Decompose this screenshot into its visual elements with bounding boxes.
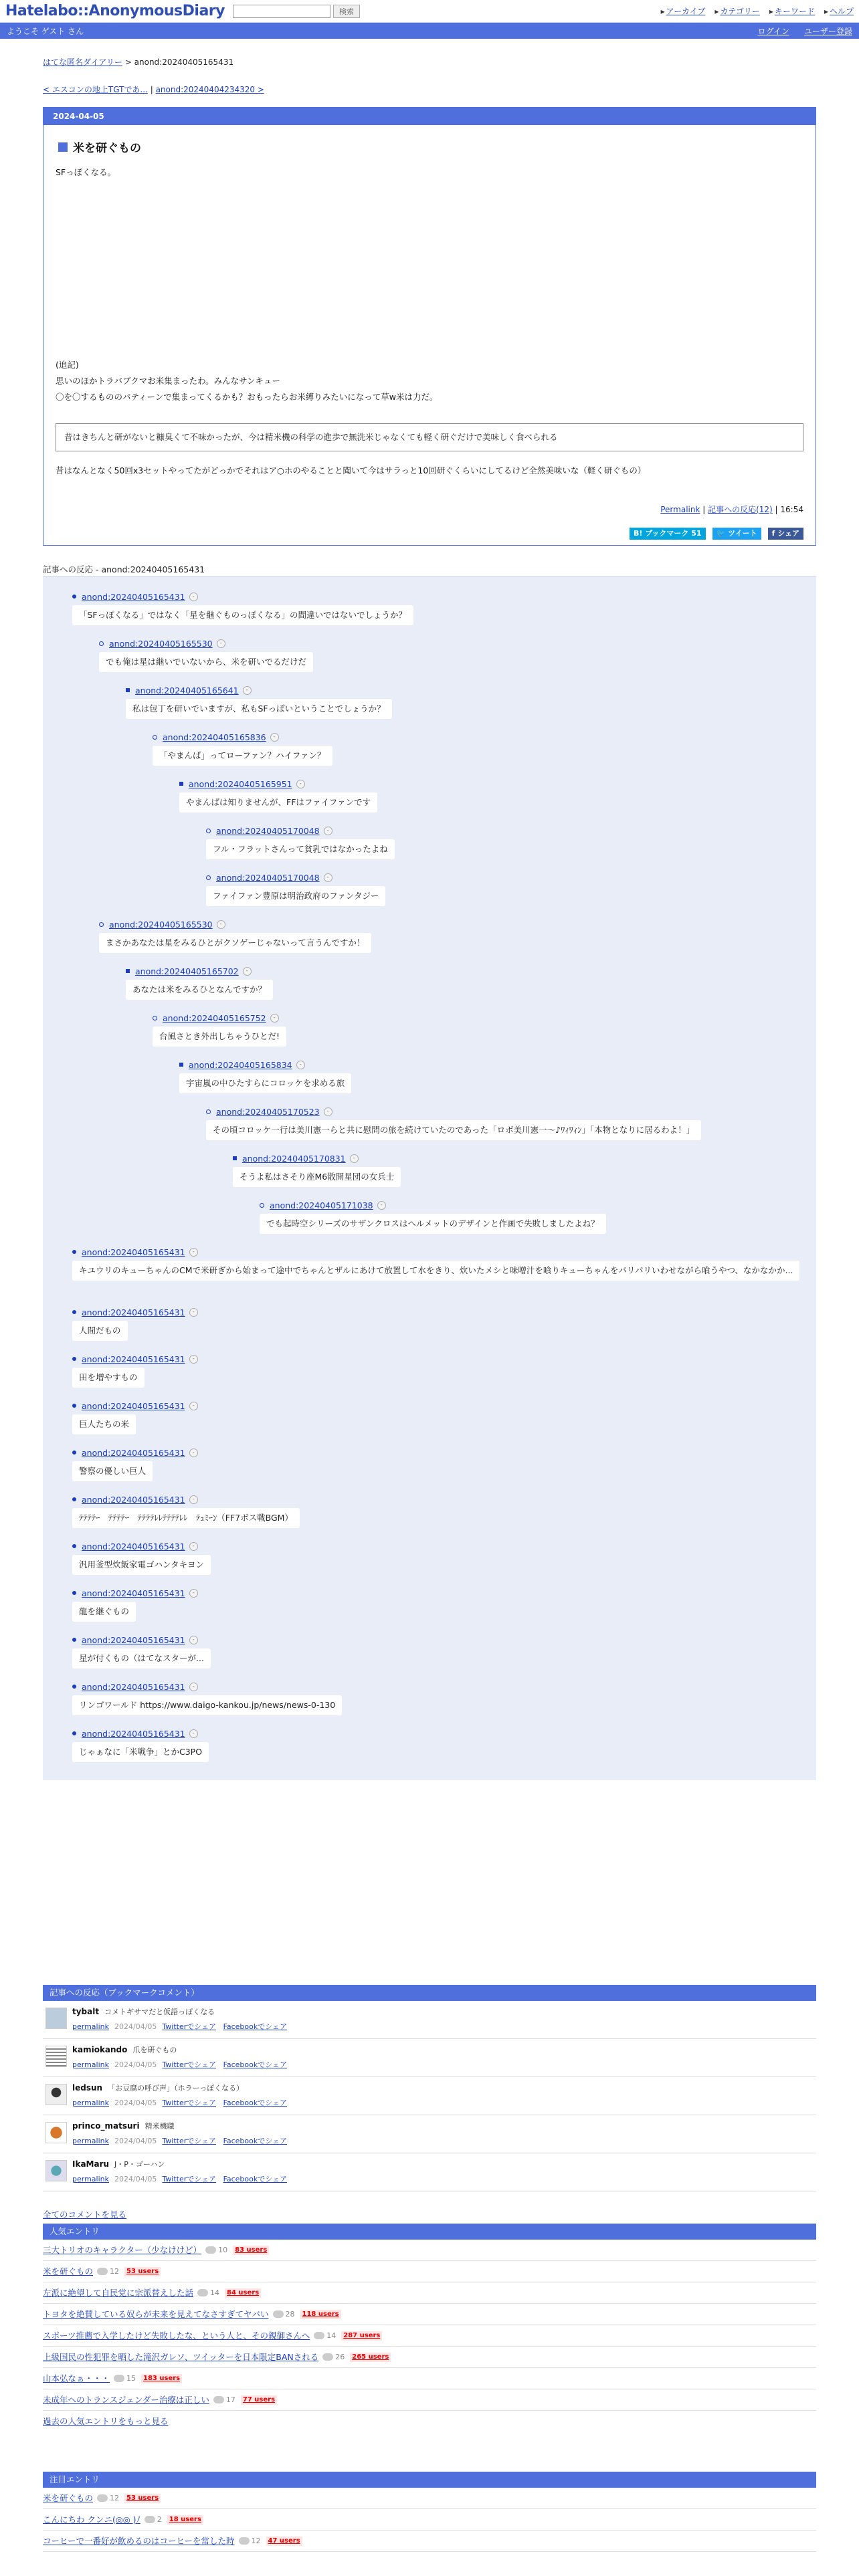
bookmark-permalink[interactable]: permalink — [72, 2022, 109, 2031]
featured-item — [43, 2531, 816, 2552]
node-text: 田を増やすもの — [72, 1368, 145, 1388]
entry-box — [43, 107, 816, 546]
popular-item — [43, 2389, 816, 2411]
entry-body-2: 昔はなんとなく50回x3セットやってたがどっかでそれはア○ホのやることと聞いて今はサラっと10回研ぐくらいにしてるけど全然美味いな（軽く研ぐもの） — [56, 465, 646, 475]
permalink[interactable]: Permalink — [660, 505, 700, 514]
bullet-icon — [72, 1357, 76, 1361]
avatar[interactable] — [45, 2084, 67, 2105]
twitter-share-button[interactable] — [712, 528, 761, 540]
node-text: 星が付くもの（はてなスターが... — [72, 1648, 211, 1669]
bullet-icon — [99, 641, 104, 646]
node-text: まさかあなたは星をみるひとがクソゲーじゃないって言うんですか！ — [99, 933, 371, 953]
tree-node — [43, 1681, 816, 1715]
breadcrumb-sep: > — [124, 58, 132, 67]
toggle-icon[interactable]: - — [189, 1248, 198, 1257]
entry-title-text[interactable]: 米を研ぐもの — [73, 142, 141, 155]
bookmark-twitter-link[interactable]: Twitterでシェア — [162, 2099, 217, 2107]
twitter-bird-icon: 🐦 — [716, 529, 726, 538]
entry-footer: Permalink | 記事への反応(12) | 16:54 — [660, 505, 803, 514]
tree-node — [43, 825, 816, 859]
comment-count: 14 — [210, 2288, 220, 2297]
tree-node — [43, 918, 816, 953]
featured-heading: 注目エントリ — [43, 2472, 816, 2488]
toggle-icon[interactable]: - — [189, 1636, 198, 1644]
node-text: 汎用釜型炊飯家電ゴハンタキヨン — [72, 1555, 211, 1575]
toggle-icon[interactable]: - — [217, 639, 225, 648]
tree-node — [43, 1152, 816, 1187]
entry-link[interactable]: コーヒーで一番好が飲めるのはコーヒーを常した時 — [43, 2535, 235, 2546]
toggle-icon[interactable]: - — [189, 593, 198, 601]
tree-node — [43, 1306, 816, 1341]
toggle-icon[interactable]: - — [189, 1495, 198, 1504]
popular-heading: 人気エントリ — [43, 2224, 816, 2240]
reactions-link[interactable]: 記事への反応(12) — [708, 505, 773, 514]
comment-bubble-icon — [97, 2494, 108, 2502]
node-link[interactable]: anond:20240405165431 — [82, 1307, 185, 1317]
avatar[interactable] — [45, 2046, 67, 2067]
bookmark-twitter-link[interactable]: Twitterでシェア — [162, 2137, 217, 2145]
bullet-icon — [233, 1156, 237, 1160]
comment-count: 12 — [110, 2493, 120, 2502]
featured-item — [43, 2509, 816, 2531]
bookmark-facebook-link[interactable]: Facebookでシェア — [223, 2022, 288, 2031]
prev-entry-link[interactable]: < エスコンの地上TGTであ... — [43, 85, 148, 94]
popular-more-link[interactable]: 過去の人気エントリをもっと見る — [43, 2416, 169, 2426]
popular-item — [43, 2304, 816, 2325]
bookmark-comment: 「お豆腐の呼び声」（ホラーっぽくなる） — [108, 2084, 244, 2092]
prev-next-nav — [43, 84, 816, 95]
nav-help[interactable]: ▸ ヘルプ — [824, 5, 854, 17]
tree-node — [43, 684, 816, 719]
node-text: 「SFっぽくなる」ではなく「星を継ぐものっぽくなる」の間違いではないでしょうか？ — [72, 605, 413, 625]
bullet-icon — [72, 1404, 76, 1408]
bookmark-user[interactable]: IkaMaru — [72, 2159, 110, 2169]
node-link[interactable]: anond:20240405165431 — [82, 1541, 185, 1551]
toggle-icon[interactable]: - — [377, 1201, 386, 1210]
tree-node — [43, 1727, 816, 1762]
bullet-icon — [206, 1109, 211, 1114]
tree-node — [43, 1446, 816, 1481]
reactions-label: 記事への反応 - anond:20240405165431 — [43, 564, 205, 574]
nav-archive[interactable]: ▸ アーカイブ — [661, 5, 706, 17]
entry-link[interactable]: こんにちわ クンニ(◎◎ )ﾉ — [43, 2514, 140, 2525]
users-badge[interactable]: 53 users — [124, 2494, 161, 2503]
toggle-icon[interactable]: - — [324, 827, 332, 835]
node-link[interactable]: anond:20240405165834 — [189, 1059, 292, 1070]
bookmark-twitter-link[interactable]: Twitterでシェア — [162, 2022, 217, 2031]
share-buttons — [630, 528, 803, 540]
users-badge[interactable]: 77 users — [241, 2395, 277, 2405]
toggle-icon[interactable]: - — [189, 1355, 198, 1364]
bookmark-item — [43, 2115, 816, 2153]
bullet-icon — [72, 1685, 76, 1689]
entry-time: 16:54 — [780, 505, 803, 514]
user-bar — [0, 23, 859, 39]
entry-link[interactable]: 上級国民の性犯罪を晒した滝沢ガレソ、ツイッターを日本限定BANされる — [43, 2351, 319, 2362]
bullet-icon — [72, 1250, 76, 1254]
toggle-icon[interactable]: - — [270, 733, 279, 742]
facebook-share-label: シェア — [777, 529, 799, 538]
tree-node — [43, 591, 816, 625]
comment-bubble-icon — [213, 2396, 224, 2403]
bookmark-permalink[interactable]: permalink — [72, 2175, 109, 2183]
toggle-icon[interactable]: - — [296, 780, 305, 788]
bookmark-date: 2024/04/05 — [114, 2137, 157, 2145]
bookmark-item — [43, 2153, 816, 2191]
bullet-icon — [72, 1638, 76, 1642]
avatar[interactable] — [45, 2122, 67, 2143]
node-link[interactable]: anond:20240405165641 — [135, 685, 239, 695]
node-link[interactable]: anond:20240405165530 — [109, 919, 213, 930]
bookmark-item — [43, 2039, 816, 2077]
node-text: その頃コロッケ一行は美川憲一らと共に慰問の旅を続けていたのであった「ロボ美川憲一〜♪ﾜｨﾜｨﾝ」「本物となりに居るわよ！」 — [206, 1120, 701, 1140]
tree-node — [43, 1105, 816, 1140]
bookmark-user[interactable]: princo_matsuri — [72, 2121, 140, 2131]
toggle-icon[interactable]: - — [189, 1589, 198, 1598]
node-link[interactable]: anond:20240405170048 — [216, 825, 320, 836]
node-text: 龍を継ぐもの — [72, 1602, 136, 1622]
top-nav — [661, 5, 854, 17]
search-input[interactable] — [233, 5, 330, 18]
node-link[interactable]: anond:20240405165836 — [163, 732, 266, 742]
bullet-icon — [126, 969, 130, 973]
comment-count: 10 — [218, 2245, 228, 2254]
twitter-share-label: ツイート — [728, 529, 757, 538]
node-text: 人間だもの — [72, 1321, 128, 1341]
entry-link[interactable]: 左派に絶望して自民党に宗派替えした話 — [43, 2287, 194, 2298]
tree-node — [43, 1540, 816, 1575]
node-text: あなたは米をみるひとなんですか？ — [126, 980, 273, 1000]
login-link[interactable]: ログイン — [757, 26, 789, 36]
title-square-icon — [58, 142, 68, 152]
bookmark-user[interactable]: kamiokando — [72, 2045, 128, 2054]
entry-link[interactable]: 米を研ぐもの — [43, 2266, 94, 2276]
toggle-icon[interactable]: - — [189, 1308, 198, 1317]
reaction-tree — [43, 576, 816, 1780]
nav-keyword[interactable]: ▸ キーワード — [769, 5, 815, 17]
users-badge[interactable]: 287 users — [341, 2331, 382, 2341]
node-text: フル・フラットさんって貧乳ではなかったよね — [206, 839, 395, 859]
comment-count: 14 — [326, 2331, 337, 2340]
entry-date: 2024-04-05 — [43, 108, 816, 125]
tree-node — [43, 637, 816, 672]
bullet-icon — [72, 1591, 76, 1595]
search-button[interactable]: 検索 — [333, 5, 360, 18]
node-link[interactable]: anond:20240405165431 — [82, 1447, 185, 1458]
comment-bubble-icon — [239, 2537, 250, 2545]
bookmark-twitter-link[interactable]: Twitterでシェア — [162, 2175, 217, 2183]
entry-link[interactable]: 山本弘なぁ・・・ — [43, 2373, 110, 2383]
toggle-icon[interactable]: - — [324, 873, 332, 882]
hatena-bookmark-button[interactable]: B! ブックマーク 51 — [630, 528, 706, 540]
entry-link[interactable]: トヨタを絶賛している奴らが未来を見えてなさすぎてヤバい — [43, 2309, 269, 2319]
next-entry-link[interactable]: anond:20240404234320 > — [155, 85, 264, 94]
comment-count: 2 — [157, 2514, 162, 2524]
comment-count: 15 — [126, 2373, 136, 2383]
node-link[interactable]: anond:20240405165431 — [82, 1354, 185, 1364]
node-text: 巨人たちの米 — [72, 1414, 136, 1434]
bookmark-user[interactable]: tybalt — [72, 2007, 100, 2016]
avatar[interactable] — [45, 2008, 67, 2029]
toggle-icon[interactable]: - — [350, 1154, 359, 1163]
bullet-icon — [179, 1063, 183, 1067]
bullet-icon — [72, 1731, 76, 1735]
breadcrumb-home[interactable]: はてな匿名ダイアリー — [43, 58, 122, 67]
tree-node — [43, 871, 816, 906]
entry-quote: 昔はきちんと研がないと糠臭くて不味かったが、今は精米機の科学の進歩で無洗米じゃなくても軽く研ぐだけで美味しく食べられる — [56, 423, 803, 451]
node-link[interactable]: anond:20240405165431 — [82, 1400, 185, 1411]
node-text: 台風さとき外出しちゃうひとだ! — [153, 1027, 286, 1047]
node-text: じゃぁなに「米戦争」とかC3PO — [72, 1742, 209, 1762]
comment-count: 28 — [285, 2309, 295, 2319]
tree-node — [43, 1493, 816, 1528]
node-text: でも起時空シリーズのサザンクロスはヘルメットのデザインと作画で失敗しましたよね？ — [260, 1214, 606, 1234]
node-text: 私は包丁を研いでいますが、私もSFっぽいということでしょうか？ — [126, 699, 392, 719]
popular-item — [43, 2261, 816, 2282]
bookmark-comments — [43, 1985, 816, 2191]
entry-link[interactable]: 未成年へのトランスジェンダー治療は正しい — [43, 2394, 209, 2405]
nav-category[interactable]: ▸ カテゴリー — [714, 5, 760, 17]
comment-bubble-icon — [273, 2311, 284, 2318]
top-bar — [0, 0, 859, 23]
welcome-text: ようこそ ゲスト さん — [7, 26, 84, 36]
toggle-icon[interactable]: - — [296, 1061, 305, 1069]
bullet-icon — [72, 1310, 76, 1314]
node-text: ﾃﾃﾃﾃｰ ﾃﾃﾃﾃｰ ﾃﾃﾃﾃﾚﾚﾃﾃﾃﾃﾚﾚ ﾃｭﾐｰﾝ（FF7ボス戦BGM） — [72, 1508, 300, 1528]
bookmark-item — [43, 2077, 816, 2115]
comment-bubble-icon — [145, 2516, 155, 2523]
node-link[interactable]: anond:20240405165702 — [135, 966, 239, 976]
node-text: 宇宙嵐の中ひたすらにコロッケを求める旅 — [179, 1073, 351, 1093]
bullet-icon — [260, 1203, 264, 1208]
toggle-icon[interactable]: - — [217, 920, 225, 929]
node-text: リンゴワールド https://www.daigo-kankou.jp/news/news-0-130 — [72, 1695, 342, 1715]
popular-item — [43, 2240, 816, 2261]
users-badge[interactable]: 53 users — [124, 2267, 161, 2276]
toggle-icon[interactable]: - — [189, 1683, 198, 1691]
entry-link[interactable]: 米を研ぐもの — [43, 2492, 94, 2503]
node-link[interactable]: anond:20240405165431 — [82, 1588, 185, 1598]
bookmark-item — [43, 2001, 816, 2039]
register-link[interactable]: ユーザー登録 — [803, 26, 852, 36]
entry-link[interactable]: 三大トリオのキャラクター（少なけけど） — [43, 2244, 202, 2255]
toggle-icon[interactable]: - — [324, 1107, 332, 1116]
comment-bubble-icon — [197, 2289, 208, 2296]
popular-item — [43, 2325, 816, 2347]
featured-entries — [43, 2472, 816, 2552]
users-badge[interactable]: 18 users — [167, 2515, 203, 2525]
tree-node — [43, 1199, 816, 1234]
entry-link[interactable]: スポーツ推薦で入学したけど失敗したな、という人と、その親御さんへ — [43, 2330, 310, 2341]
breadcrumb — [43, 56, 816, 68]
bookmark-permalink[interactable]: permalink — [72, 2060, 109, 2069]
toggle-icon[interactable]: - — [189, 1542, 198, 1551]
node-link[interactable]: anond:20240405165431 — [82, 1247, 185, 1257]
bullet-icon — [72, 595, 76, 599]
bookmark-comment: コメトギサマだと仮語っぽくなる — [104, 2008, 215, 2016]
facebook-share-button[interactable] — [768, 528, 803, 540]
comment-bubble-icon — [114, 2375, 124, 2382]
popular-more — [43, 2411, 816, 2432]
bookmark-permalink[interactable]: permalink — [72, 2137, 109, 2145]
node-text: キユウリのキューちゃんのCMで米研ぎから始まって途中でちゃんとザルにあけて放置して水をきり、炊いたメシと味噌汁を喰りキューちゃんをパリパリいわせながら喰うやつ、なかなかか... — [72, 1261, 799, 1281]
bookmark-user[interactable]: ledsun — [72, 2083, 103, 2092]
prevnext-sep: | — [150, 85, 153, 94]
popular-item — [43, 2368, 816, 2389]
bookmark-facebook-link[interactable]: Facebookでシェア — [223, 2099, 288, 2107]
node-link[interactable]: anond:20240405165431 — [82, 1494, 185, 1505]
popular-entries — [43, 2224, 816, 2432]
toggle-icon[interactable]: - — [243, 967, 252, 976]
node-link[interactable]: anond:20240405165530 — [109, 638, 213, 649]
users-badge[interactable]: 84 users — [225, 2288, 261, 2298]
addendum-2: 〇を〇するもののバティーンで集まってくるかも？おもったらお米縛りみたいになって草w米は力だ。 — [56, 392, 438, 402]
node-text: ファイファン豊原は明治政府のファンタジー — [206, 886, 385, 906]
featured-item — [43, 2488, 816, 2509]
node-text: そうよ私はさそり座M6散開星団の女兵士 — [233, 1167, 401, 1187]
tree-node — [43, 1353, 816, 1388]
node-link[interactable]: anond:20240405165431 — [82, 1728, 185, 1739]
node-link[interactable]: anond:20240405165951 — [189, 778, 292, 789]
users-badge[interactable]: 118 users — [300, 2310, 341, 2319]
bullet-icon — [179, 782, 183, 786]
bookmark-comment: 爪を研ぐもの — [132, 2046, 177, 2054]
addendum-1: 思いのほかトラバブクマお米集まったわ。みんなサンキュー — [56, 376, 281, 386]
toggle-icon[interactable]: - — [189, 1729, 198, 1738]
comment-bubble-icon — [97, 2268, 108, 2275]
bookmark-facebook-link[interactable]: Facebookでシェア — [223, 2060, 288, 2069]
facebook-icon: f — [771, 529, 775, 538]
tree-node — [43, 965, 816, 1000]
popular-item — [43, 2282, 816, 2304]
node-link[interactable]: anond:20240405171038 — [270, 1200, 373, 1210]
avatar[interactable] — [45, 2160, 67, 2181]
comment-bubble-icon — [205, 2246, 216, 2254]
comment-count: 17 — [225, 2395, 235, 2404]
users-badge[interactable]: 183 users — [141, 2374, 182, 2383]
node-link[interactable]: anond:20240405165431 — [82, 1634, 185, 1645]
comment-count: 26 — [335, 2352, 345, 2361]
tree-node — [43, 1246, 816, 1281]
node-link[interactable]: anond:20240405170831 — [242, 1153, 346, 1164]
toggle-icon[interactable]: - — [270, 1014, 279, 1023]
addendum-label: (追記) — [56, 360, 79, 370]
bullet-icon — [153, 735, 157, 740]
node-link[interactable]: anond:20240405170048 — [216, 872, 320, 883]
bullet-icon — [99, 922, 104, 927]
bookmark-comment: 精米機職 — [145, 2122, 175, 2131]
node-link[interactable]: anond:20240405165431 — [82, 591, 185, 602]
bookmark-facebook-link[interactable]: Facebookでシェア — [223, 2137, 288, 2145]
users-badge[interactable]: 83 users — [233, 2246, 269, 2255]
toggle-icon[interactable]: - — [243, 686, 252, 695]
popular-item — [43, 2347, 816, 2368]
bookmark-date: 2024/04/05 — [114, 2175, 157, 2183]
tree-node — [43, 731, 816, 766]
node-text: 「やまんば」ってローファン？ハイファン？ — [153, 746, 332, 766]
comment-bubble-icon — [314, 2332, 324, 2339]
site-logo[interactable]: Hatelabo::AnonymousDiary — [5, 3, 225, 19]
node-text: 警察の優しい巨人 — [72, 1461, 153, 1481]
toggle-icon[interactable]: - — [189, 1448, 198, 1457]
tree-node — [43, 778, 816, 813]
bullet-icon — [72, 1544, 76, 1548]
comment-bubble-icon — [322, 2353, 333, 2361]
breadcrumb-current: anond:20240405165431 — [134, 58, 234, 67]
bookmark-twitter-link[interactable]: Twitterでシェア — [162, 2060, 217, 2069]
comment-count: 12 — [110, 2266, 120, 2276]
bullet-icon — [72, 1451, 76, 1455]
bookmark-facebook-link[interactable]: Facebookでシェア — [223, 2175, 288, 2183]
node-link[interactable]: anond:20240405170523 — [216, 1106, 320, 1117]
node-text: でも俺は星は継いでいないから、米を研いでるだけだ — [99, 652, 313, 672]
bookmark-comment: J・P・ゴーハン — [114, 2160, 165, 2169]
tree-node — [43, 1634, 816, 1669]
tree-node — [43, 1400, 816, 1434]
bookmark-date: 2024/04/05 — [114, 2022, 157, 2031]
node-link[interactable]: anond:20240405165752 — [163, 1012, 266, 1023]
tree-node — [43, 1587, 816, 1622]
bullet-icon — [126, 688, 130, 692]
node-link[interactable]: anond:20240405165431 — [82, 1681, 185, 1692]
toggle-icon[interactable]: - — [189, 1402, 198, 1410]
users-badge[interactable]: 47 users — [266, 2537, 302, 2546]
comment-count: 12 — [251, 2536, 261, 2545]
bookmark-permalink[interactable]: permalink — [72, 2099, 109, 2107]
users-badge[interactable]: 265 users — [350, 2353, 391, 2362]
bookmark-heading: 記事への反応（ブックマークコメント） — [43, 1985, 816, 2001]
bookmark-date: 2024/04/05 — [114, 2099, 157, 2107]
tree-node — [43, 1059, 816, 1093]
tree-node — [43, 1012, 816, 1047]
bullet-icon — [206, 829, 211, 833]
all-comments-link[interactable]: 全てのコメントを見る — [43, 2210, 127, 2220]
bookmark-date: 2024/04/05 — [114, 2060, 157, 2069]
entry-title[interactable] — [58, 138, 141, 155]
node-text: やまんばは知りませんが、FFはファイファンです — [179, 792, 377, 813]
entry-body-1: SFっぽくなる。 — [56, 167, 116, 177]
bullet-icon — [206, 875, 211, 880]
bullet-icon — [153, 1016, 157, 1021]
bullet-icon — [72, 1497, 76, 1501]
